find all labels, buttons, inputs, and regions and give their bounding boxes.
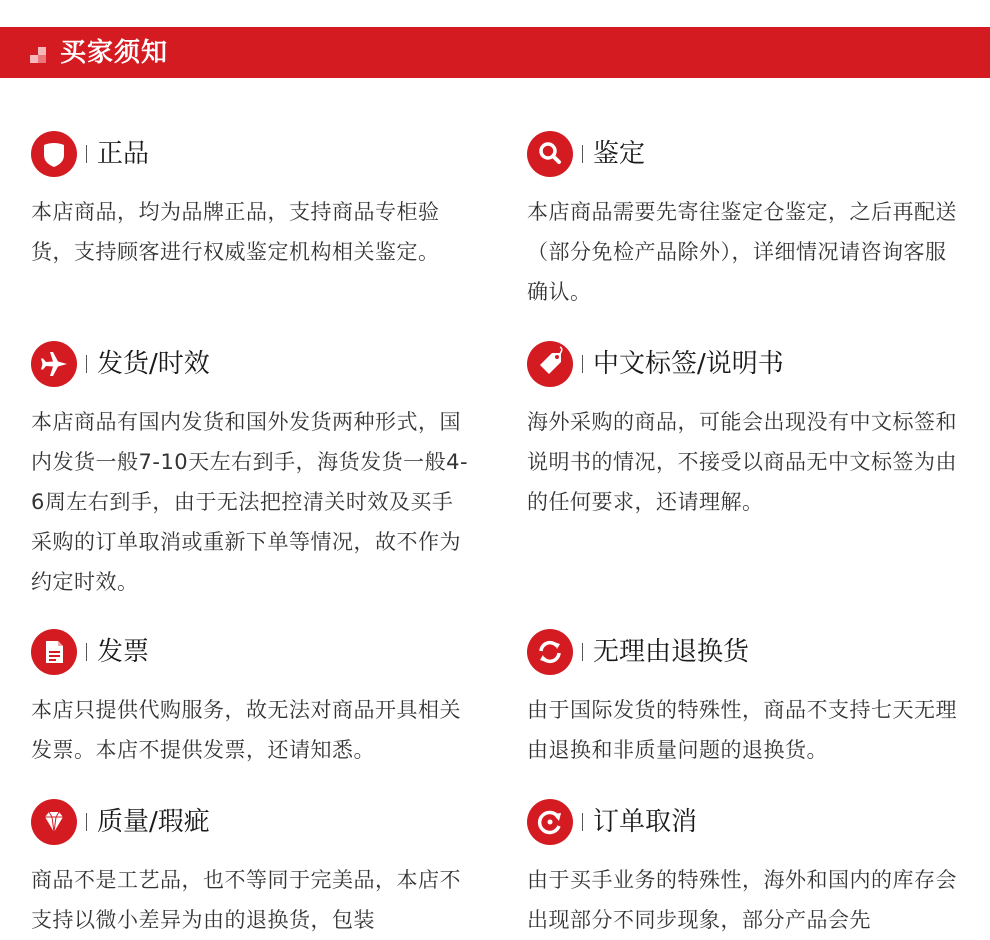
- section-title: 质量/瑕疵: [97, 807, 210, 837]
- banner-square-icon: [30, 47, 48, 63]
- section-header: [527, 131, 977, 177]
- section-body: 本店商品有国内发货和国外发货两种形式，国内发货一般7-10天左右到手，海货发货一般4-6周左右到手，由于无法把控清关时效及买手采购的订单取消或重新下单等情况，故不作为约定时效。: [31, 410, 469, 594]
- section-chinese-label: [527, 341, 977, 522]
- section-header: [31, 341, 481, 387]
- diamond-icon: [31, 799, 77, 845]
- section-header: [527, 799, 977, 845]
- section-body: 商品不是工艺品，也不等同于完美品，本店不支持以微小差异为由的退换货，包装: [31, 868, 461, 932]
- header-banner: [0, 27, 990, 78]
- section-body: 海外采购的商品，可能会出现没有中文标签和说明书的情况，不接受以商品无中文标签为由的任何要求，还请理解。: [527, 410, 957, 514]
- separator: [86, 355, 87, 373]
- section-shipping: [31, 341, 481, 602]
- section-title: 发票: [97, 637, 150, 667]
- separator: [582, 355, 583, 373]
- section-header: [527, 341, 977, 387]
- section-order-cancel: [527, 799, 977, 940]
- section-header: [31, 629, 481, 675]
- section-body: 本店商品，均为品牌正品，支持商品专柜验货，支持顾客进行权威鉴定机构相关鉴定。: [31, 200, 440, 264]
- invoice-icon: [31, 629, 77, 675]
- section-invoice: [31, 629, 481, 770]
- cancel-refresh-icon: [527, 799, 573, 845]
- section-appraisal: [527, 131, 977, 312]
- section-quality: [31, 799, 481, 940]
- section-title: 鉴定: [593, 139, 646, 169]
- separator: [582, 145, 583, 163]
- section-header: [31, 799, 481, 845]
- section-title: 订单取消: [593, 807, 698, 837]
- section-title: 无理由退换货: [593, 637, 750, 667]
- separator: [86, 145, 87, 163]
- exchange-icon: [527, 629, 573, 675]
- tag-icon: [527, 341, 573, 387]
- separator: [582, 813, 583, 831]
- separator: [582, 643, 583, 661]
- magnifier-icon: [527, 131, 573, 177]
- section-authentic: [31, 131, 481, 272]
- section-title: 中文标签/说明书: [593, 349, 784, 379]
- separator: [86, 813, 87, 831]
- section-header: [31, 131, 481, 177]
- section-body: 由于买手业务的特殊性，海外和国内的库存会出现部分不同步现象，部分产品会先: [527, 868, 957, 932]
- shield-icon: [31, 131, 77, 177]
- section-body: 本店商品需要先寄往鉴定仓鉴定，之后再配送（部分免检产品除外），详细情况请咨询客服确认。: [527, 200, 957, 304]
- section-returns: [527, 629, 977, 770]
- section-body: 由于国际发货的特殊性，商品不支持七天无理由退换和非质量问题的退换货。: [527, 698, 957, 762]
- airplane-icon: [31, 341, 77, 387]
- separator: [86, 643, 87, 661]
- section-body: 本店只提供代购服务，故无法对商品开具相关发票。本店不提供发票，还请知悉。: [31, 698, 461, 762]
- page-title: 买家须知: [60, 38, 169, 68]
- section-title: 正品: [97, 139, 150, 169]
- section-header: [527, 629, 977, 675]
- section-title: 发货/时效: [97, 349, 210, 379]
